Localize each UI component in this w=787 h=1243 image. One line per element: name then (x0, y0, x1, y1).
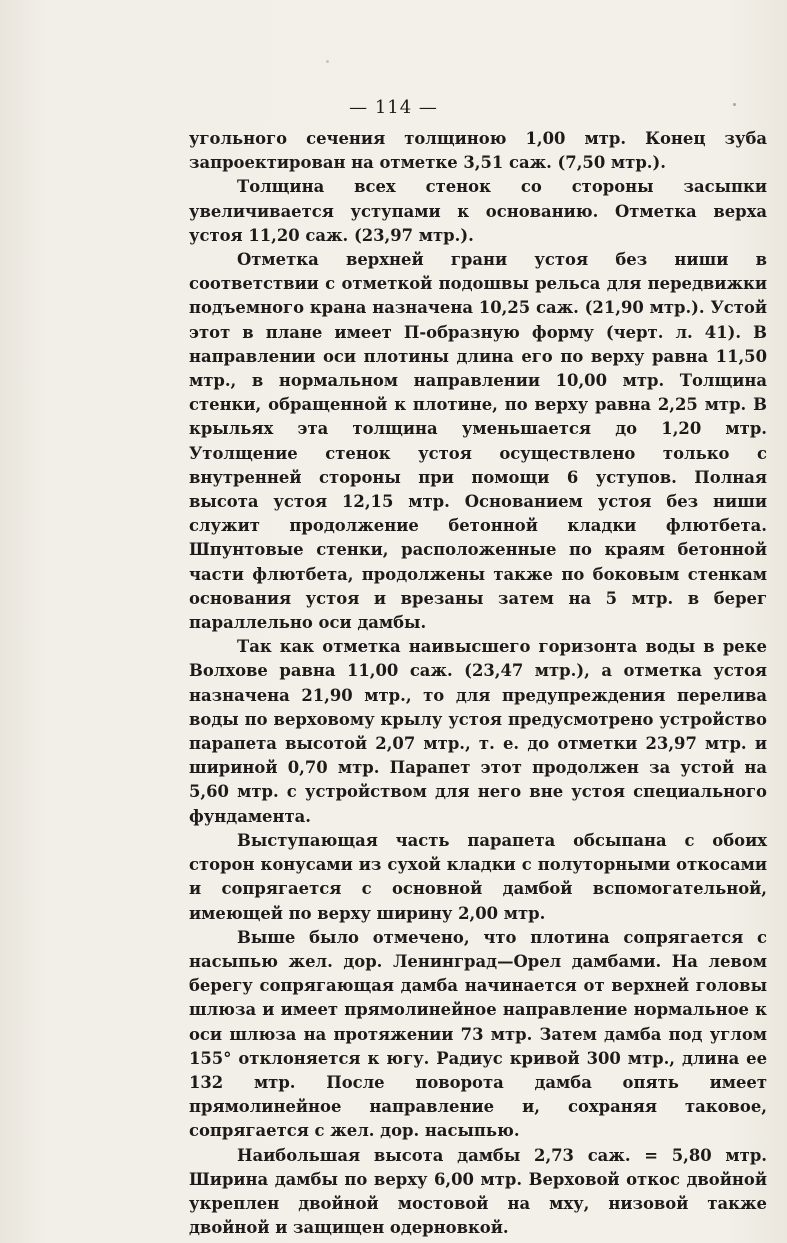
paragraph: Толщина всех стенок со стороны засыпки увеличивается уступами к основанию. Отметка верха устоя 11,20 саж. (23,97 мтр.). (189, 177, 767, 245)
paragraph: Выше было отмечено, что плотина сопрягается с насыпью жел. дор. Ленинград—Орел дамбами. На левом берегу сопрягающая дамба начинается от верхней головы шлюза и имеет прямолинейное направление нормальное к оси шлюза на протяжении 73 мтр. Затем дамба под углом 155° отклоняется к югу. Радиус кривой 300 мтр., длина ее 132 мтр. После поворота дамба опять имеет прямолинейное направление и, сохраняя таковое, сопрягается с жел. дор. насыпью. (189, 927, 767, 1141)
paragraph: Отметка верхней грани устоя без ниши в соответствии с отметкой подошвы рельса для передвижки подъемного крана назначена 10,25 саж. (21,90 мтр.). Устой этот в плане имеет П-образную форму (черт. л. 41). В направлении оси плотины длина его по верху равна 11,50 мтр., в нормальном направлении 10,00 мтр. Толщина стенки, обращенной к плотине, по верху равна 2,25 мтр. В крыльях эта толщина уменьшается до 1,20 мтр. Утолщение стенок устоя осуществлено только с внутренней стороны при помощи 6 уступов. Полная высота устоя 12,15 мтр. Основанием устоя без ниши служит продолжение бетонной кладки флютбета. Шпунтовые стенки, расположенные по краям бетонной части флютбета, продолжены также по боковым стенкам основания устоя и врезаны затем на 5 мтр. в берег параллельно оси дамбы. (189, 250, 767, 633)
body-text (189, 127, 767, 1240)
page-number: — 114 — (349, 97, 438, 118)
paragraph: Так как отметка наивысшего горизонта воды в реке Волхове равна 11,00 саж. (23,47 мтр.), а отметка устоя назначена 21,90 мтр., то для предупреждения перелива воды по верховому крылу устоя предусмотрено устройство парапета высотой 2,07 мтр., т. е. до отметки 23,97 мтр. и шириной 0,70 мтр. Парапет этот продолжен за устой на 5,60 мтр. с устройством для него вне устоя специального фундамента. (189, 637, 767, 826)
paragraph: Наибольшая высота дамбы 2,73 саж. = 5,80 мтр. Ширина дамбы по верху 6,00 мтр. Верховой откос двойной укреплен двойной мостовой на мху, низовой также двойной и защищен одерновкой. (189, 1145, 767, 1238)
dust-speck (733, 103, 736, 106)
paragraph: Выступающая часть парапета обсыпана с обоих сторон конусами из сухой кладки с полуторными откосами и сопрягается с основной дамбой вспомогательной, имеющей по верху ширину 2,00 мтр. (189, 830, 767, 923)
paragraph: угольного сечения толщиною 1,00 мтр. Конец зуба запроектирован на отметке 3,51 саж. (7,50 мтр.). (189, 129, 767, 173)
dust-speck (326, 60, 329, 63)
